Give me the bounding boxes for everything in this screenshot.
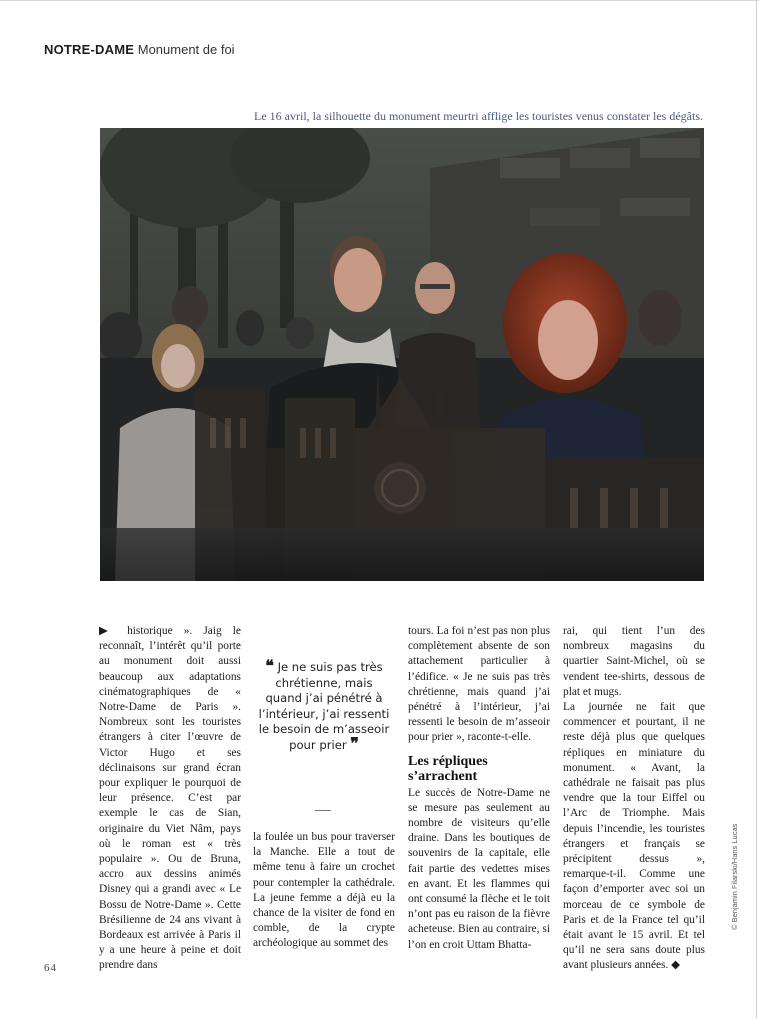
photo-illustration [100, 128, 704, 581]
photo-caption: Le 16 avril, la silhouette du monument meurtri afflige les touristes venus constater les dégâts. [254, 109, 703, 123]
article-column-1 [99, 624, 241, 974]
section-subtitle: Monument de foi [137, 42, 235, 57]
close-quote-icon: ❞ [350, 733, 359, 753]
pull-quote-rule [315, 810, 331, 811]
article-paragraph: ▶ historique ». Jaig le reconnaît, l’intérêt qu’il porte au monument doit aussi beaucoup aux adaptations cinématographiques de « Notre-Dame de Paris ». Nombreux sont les touristes étrangers à citer l’œuvre de Victor Hugo et ses déclinaisons sur grand écran pour expliquer le pourquoi de leur présence. C’est par exemple le cas de Sian, originaire du Viet Nâm, pays où le roman est « très populaire ». Ou de Bruna, accro aux dessins animés Disney qui a grandi avec « Le Bossu de Notre-Dame ». Cette Brésilienne de 24 ans vivant à Bordeaux est arrivée à Paris il y a une heure à peine et doit prendre dans [99, 625, 241, 972]
article-subhead: Les répliques s’arrachent [408, 753, 488, 784]
article-column-4 [563, 624, 705, 974]
photo-double-exposure [100, 128, 704, 581]
pull-quote-text: Je ne suis pas très chrétienne, mais quand j’ai pénétré à l’intérieur, j’ai ressenti le besoin de m’asseoir pour prier [258, 660, 390, 752]
article-paragraph: la foulée un bus pour traverser la Manche. Elle a tout de même tenu à faire un crochet pour contempler la cathédrale. La jeune femme a déjà eu la chance de la visiter de fond en comble, de la crypte archéologique au sommet des [253, 831, 395, 950]
page-top-rule [0, 0, 759, 1]
open-quote-icon: ❝ [265, 656, 274, 675]
page-edge-rule [756, 0, 757, 1018]
photo-credit: © Benjamin Filarski/Hans Lucas [730, 823, 739, 930]
article-column-3 [408, 624, 550, 953]
article-paragraph: La journée ne fait que commencer et pourtant, il ne reste déjà plus que quelques répliques en miniature du monument. « Avant, la cathédrale ne faisait pas plus vendre que la tour Eiffel ou l’Arc de Triomphe. Mais depuis l’incendie, les touristes étrangers et français se précipitent dessus », remarque-t-il. Comme une façon d’emporter avec soi un morceau de ce symbole de Paris et de la France tel qu’il était avant le 15 avril. Et tel qu’il ne sera sans doute plus avant plusieurs années. ◆ [563, 701, 705, 972]
article-paragraph: Le succès de Notre-Dame ne se mesure pas seulement au nombre de visiteurs qu’elle draine. Dans les boutiques de souvenirs de la capitale, elle fait partie des vedettes mises en avant. Et les flammes qui ont consumé la flèche et le toit n’ont pas eu raison de la fièvre acheteuse. Bien au contraire, si l’on en croit Uttam Bhatta- [408, 786, 550, 951]
running-header [44, 42, 235, 57]
page-number: 64 [44, 962, 57, 974]
article-paragraph: rai, qui tient l’un des nombreux magasins du quartier Saint-Michel, où se vendent tee-shirts, dessous de plat et mugs. [563, 625, 705, 698]
section-name: NOTRE-DAME [44, 42, 135, 57]
pull-quote [257, 656, 391, 754]
article-paragraph: tours. La foi n’est pas non plus complètement absente de son attachement particulier à l’édifice. « Je ne suis pas très chrétienne, mais quand j’ai pénétré à l’intérieur, j’ai ressenti le besoin de m’asseoir pour prier », raconte-t-elle. [408, 625, 550, 744]
